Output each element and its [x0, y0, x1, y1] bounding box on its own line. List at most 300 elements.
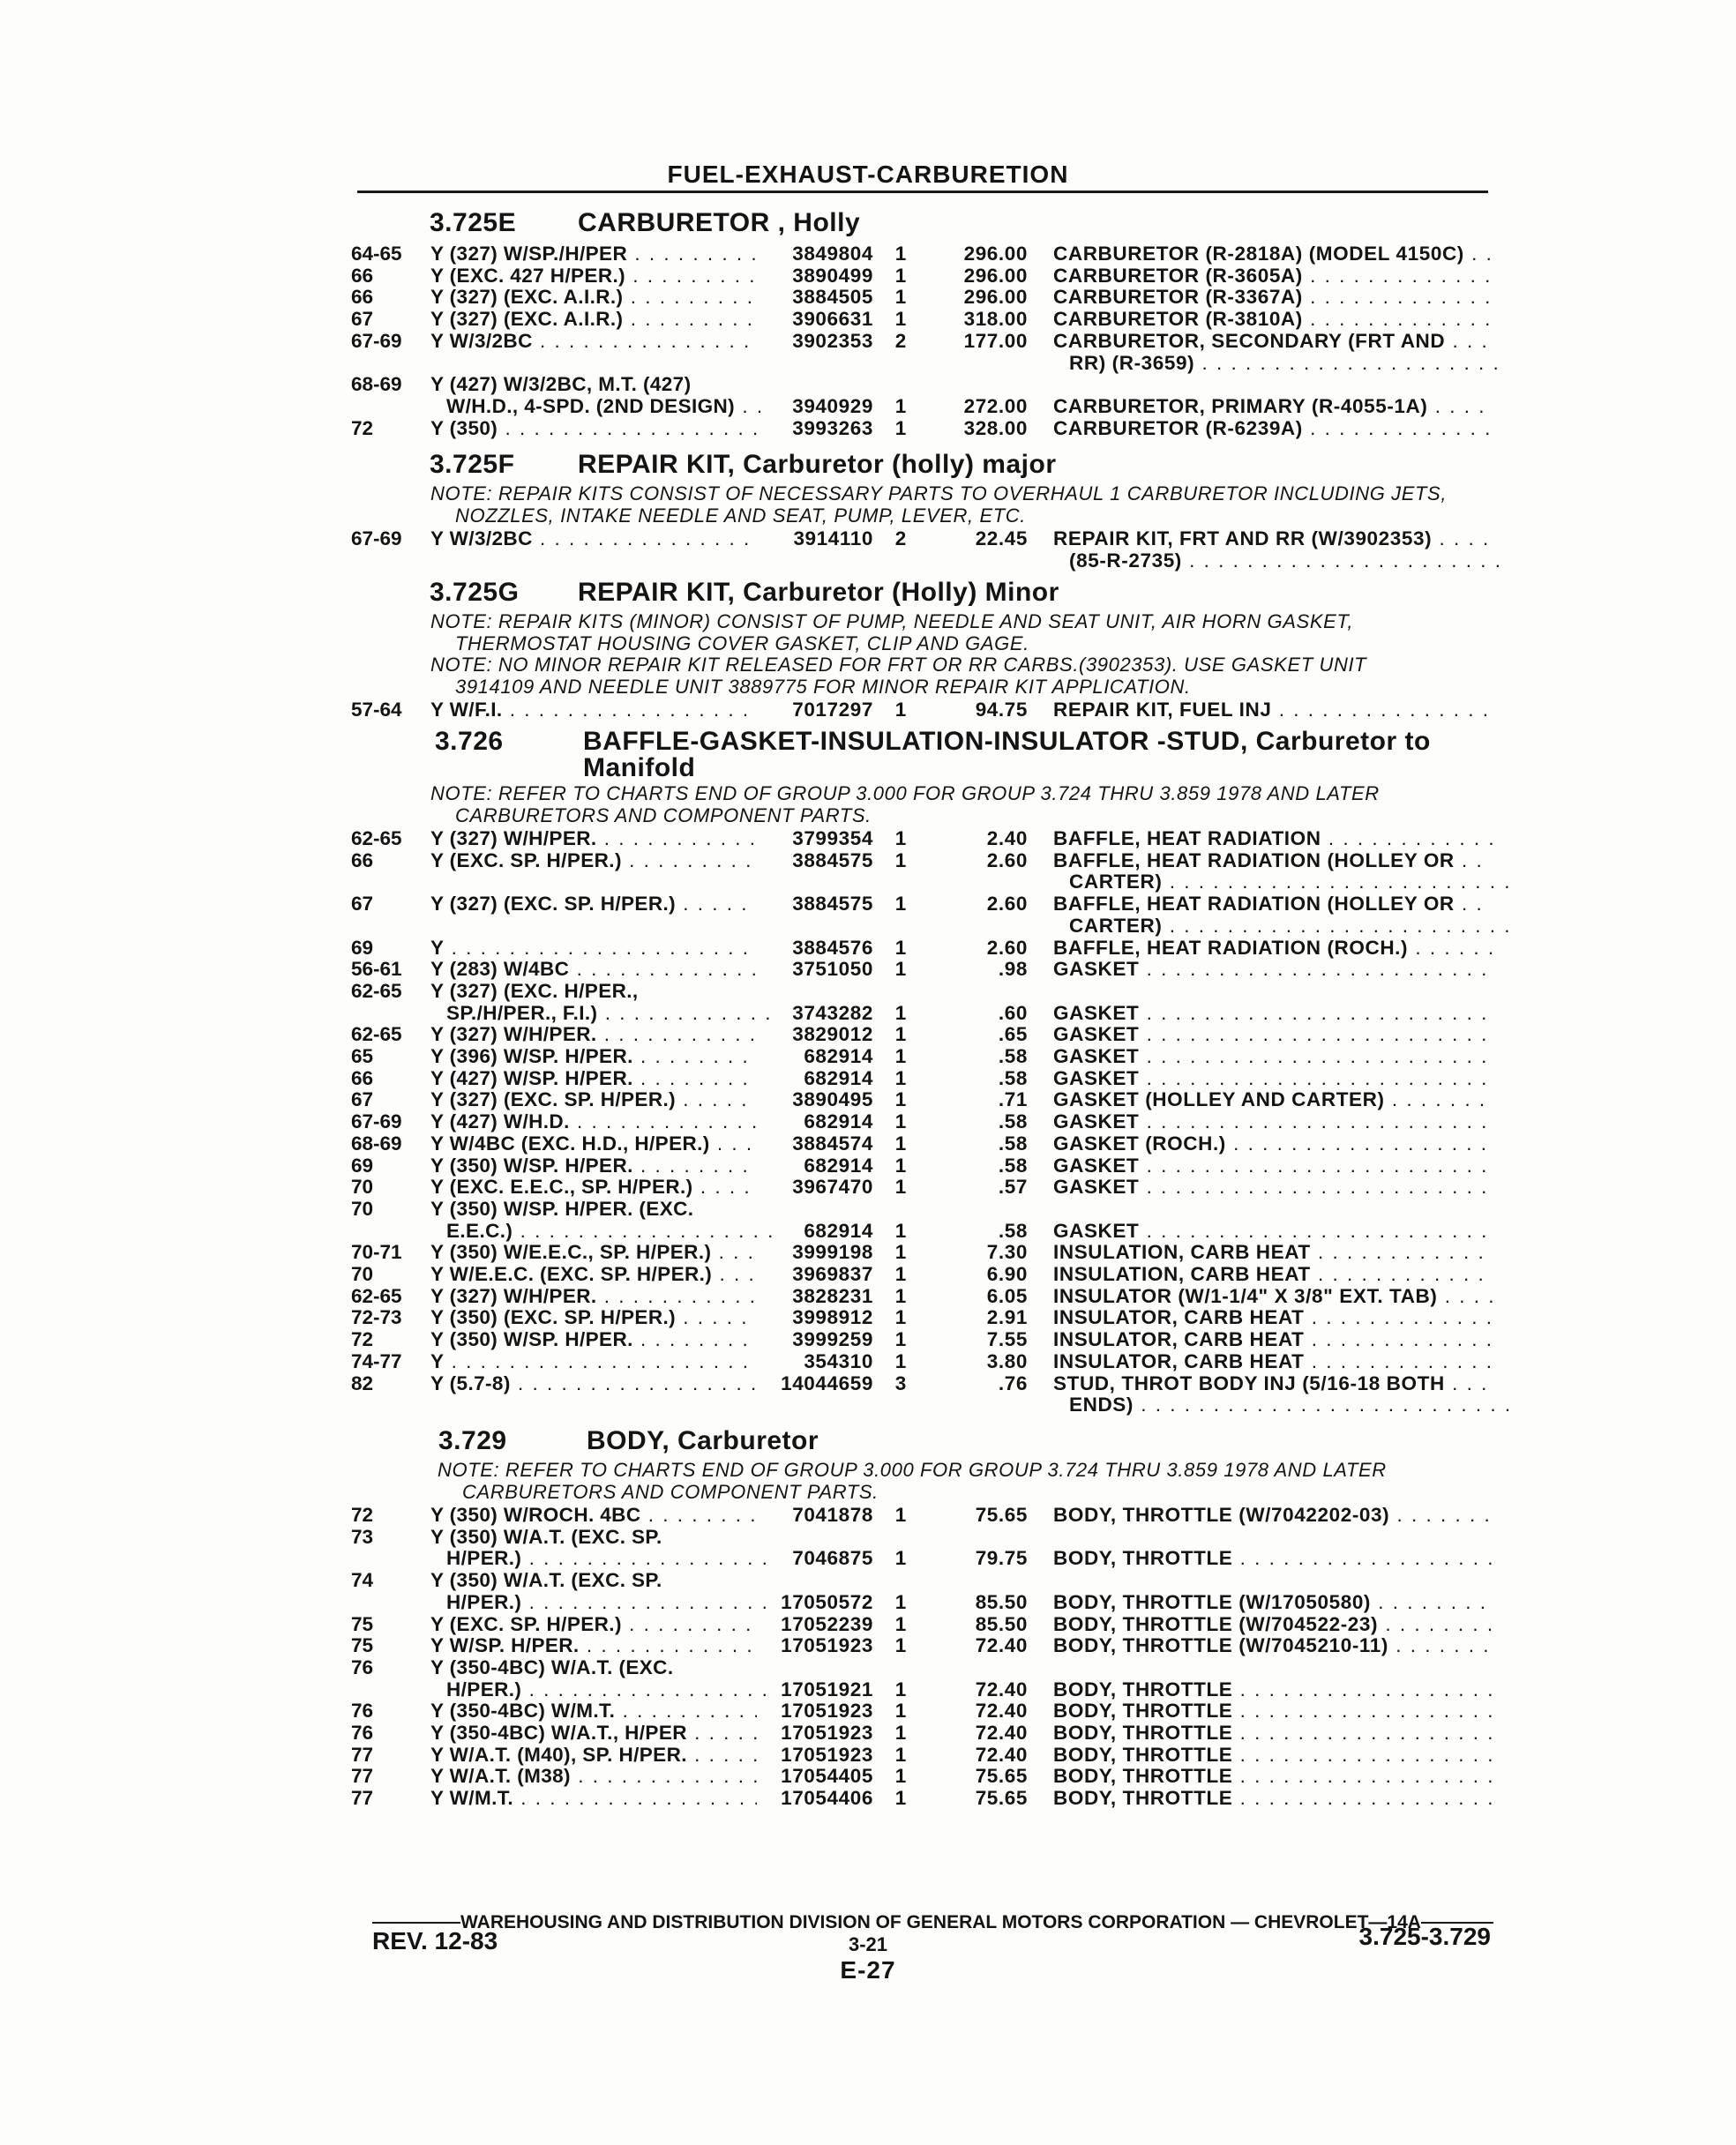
description: GASKET . . . — [1053, 1023, 1493, 1045]
price: 7.30 — [986, 1241, 1028, 1264]
description: INSULATOR, CARB HEAT . . . — [1053, 1328, 1493, 1350]
application: Y (327) (EXC. SP. H/PER.) . . . — [430, 1088, 757, 1110]
table-row — [0, 549, 1736, 572]
application: Y (EXC. SP. H/PER.) . . . — [430, 1613, 757, 1635]
application: Y (427) W/H.D. . . . — [430, 1110, 757, 1132]
quantity: 1 — [894, 416, 907, 439]
application: Y (350) W/A.T. (EXC. SP. — [430, 1525, 662, 1548]
description: BODY, THROTTLE (W/17050580) . . . — [1053, 1591, 1493, 1613]
model-years: 66 — [351, 848, 374, 871]
application: Y W/SP. H/PER. . . . — [430, 1634, 757, 1656]
section-note — [438, 1460, 1387, 1503]
price: 72.40 — [975, 1722, 1028, 1744]
model-years: 64-65 — [351, 243, 402, 265]
price: .60 — [998, 1001, 1028, 1024]
section-name: REPAIR KIT, Carburetor (holly) major — [578, 450, 1057, 479]
price: .98 — [998, 958, 1028, 981]
quantity: 1 — [894, 1349, 907, 1372]
part-number: 3999259 — [792, 1328, 873, 1351]
footer-division-line — [372, 1912, 1493, 1933]
application: Y (327) (EXC. H/PER., — [430, 979, 639, 1002]
application: Y (350-4BC) W/M.T. . . . — [430, 1700, 757, 1722]
application: Y (427) W/3/2BC, M.T. (427) — [430, 373, 692, 396]
application: Y (5.7-8) . . . — [430, 1372, 757, 1394]
price: 2.60 — [986, 893, 1028, 916]
table-row — [0, 871, 1736, 893]
price: .58 — [998, 1219, 1028, 1242]
part-number: 3914110 — [793, 527, 873, 549]
model-years: 67 — [351, 893, 374, 916]
table-row — [0, 330, 1736, 352]
part-number: 3751050 — [792, 958, 873, 981]
price: 3.80 — [986, 1349, 1028, 1372]
application: Y (327) W/H/PER. . . . — [430, 1023, 757, 1045]
footer-rule-left — [372, 1922, 460, 1924]
quantity: 1 — [894, 1176, 907, 1199]
application: Y (350) W/A.T. (EXC. SP. — [430, 1569, 662, 1592]
description: CARBURETOR (R-3605A) . . . — [1053, 265, 1493, 287]
part-number: 682914 — [804, 1045, 873, 1067]
section-name: BAFFLE-GASKET-INSULATION-INSULATOR -STUD, Carburetor to — [583, 727, 1431, 756]
table-row — [0, 286, 1736, 308]
price: 94.75 — [975, 699, 1028, 721]
section-note — [430, 654, 1366, 698]
table-row — [0, 1591, 1736, 1613]
price: .58 — [998, 1132, 1028, 1155]
description: INSULATION, CARB HEAT . . . — [1053, 1263, 1493, 1285]
part-number: 17052239 — [781, 1612, 873, 1635]
part-number: 3884574 — [792, 1132, 873, 1155]
description: GASKET . . . — [1053, 958, 1493, 980]
part-number: 3828231 — [792, 1284, 873, 1307]
part-number: 17050572 — [781, 1590, 873, 1613]
table-row — [0, 1504, 1736, 1526]
application: W/H.D., 4-SPD. (2ND DESIGN) . . . — [430, 395, 773, 417]
part-number: 3969837 — [792, 1263, 873, 1285]
price: 7.55 — [986, 1328, 1028, 1351]
section-title — [430, 578, 1059, 608]
description: BODY, THROTTLE . . . — [1053, 1787, 1493, 1809]
header-rule — [357, 191, 1488, 193]
quantity: 1 — [894, 1263, 907, 1285]
section-number: 3.725G — [430, 578, 520, 607]
table-row — [0, 1787, 1736, 1809]
table-row — [0, 1700, 1736, 1722]
application: Y (EXC. E.E.C., SP. H/PER.) . . . — [430, 1176, 757, 1198]
note-line: NOTE: NO MINOR REPAIR KIT RELEASED FOR FRT OR RR CARBS.(3902353). USE GASKET UNIT — [430, 654, 1367, 676]
description: GASKET (ROCH.) . . . — [1053, 1132, 1493, 1155]
description: GASKET . . . — [1053, 1176, 1493, 1198]
table-row — [0, 1110, 1736, 1132]
model-years: 66 — [351, 264, 374, 287]
table-row — [0, 1613, 1736, 1635]
application: Y (EXC. 427 H/PER.) . . . — [430, 265, 757, 287]
note-line: NOTE: REFER TO CHARTS END OF GROUP 3.000 FOR GROUP 3.724 THRU 3.859 1978 AND LATER — [430, 782, 1380, 804]
model-years: 75 — [351, 1612, 374, 1635]
footer-division-text: WAREHOUSING AND DISTRIBUTION DIVISION OF GENERAL MOTORS CORPORATION — CHEVROLET—14A — [460, 1912, 1421, 1932]
description: GASKET (HOLLEY AND CARTER) . . . — [1053, 1088, 1493, 1110]
price: 6.05 — [986, 1284, 1028, 1307]
description: BODY, THROTTLE (W/704522-23) . . . — [1053, 1613, 1493, 1635]
price: 72.40 — [975, 1634, 1028, 1657]
application: Y (327) W/SP./H/PER . . . — [430, 243, 757, 265]
table-row — [0, 699, 1736, 721]
table-row — [0, 1306, 1736, 1328]
application: Y W/3/2BC . . . — [430, 330, 757, 352]
description: CARTER) . . . — [1053, 915, 1508, 937]
quantity: 1 — [894, 1504, 907, 1526]
application: Y (327) (EXC. A.I.R.) . . . — [430, 308, 757, 330]
price: 318.00 — [963, 308, 1028, 331]
quantity: 1 — [894, 936, 907, 959]
application: Y (427) W/SP. H/PER. . . . — [430, 1067, 757, 1089]
quantity: 1 — [894, 1612, 907, 1635]
description: CARTER) . . . — [1053, 871, 1508, 893]
quantity: 1 — [894, 893, 907, 916]
price: 79.75 — [975, 1547, 1028, 1570]
description: INSULATOR, CARB HEAT . . . — [1053, 1306, 1493, 1328]
table-row — [0, 1328, 1736, 1350]
application: Y W/A.T. (M40), SP. H/PER. . . . — [430, 1744, 757, 1766]
description: BAFFLE, HEAT RADIATION (HOLLEY OR . . . — [1053, 849, 1493, 871]
quantity: 1 — [894, 1219, 907, 1242]
price: 75.65 — [975, 1765, 1028, 1788]
description: INSULATOR, CARB HEAT . . . — [1053, 1350, 1493, 1372]
table-row — [0, 308, 1736, 330]
description: BAFFLE, HEAT RADIATION (HOLLEY OR . . . — [1053, 893, 1493, 915]
price: 85.50 — [975, 1612, 1028, 1635]
description: BODY, THROTTLE . . . — [1053, 1765, 1493, 1787]
table-row — [0, 1023, 1736, 1045]
section-number: 3.729 — [438, 1426, 507, 1455]
quantity: 1 — [894, 394, 907, 417]
quantity: 1 — [894, 1001, 907, 1024]
price: 2.91 — [986, 1306, 1028, 1329]
application: H/PER.) . . . — [430, 1678, 773, 1700]
application: SP./H/PER., F.I.) . . . — [430, 1002, 773, 1024]
page-number: 3-21 — [848, 1933, 888, 1955]
model-years: 73 — [351, 1525, 374, 1548]
table-row — [0, 1263, 1736, 1285]
model-years: 76 — [351, 1700, 374, 1723]
part-number: 3890499 — [792, 264, 873, 287]
description: BODY, THROTTLE . . . — [1053, 1700, 1493, 1722]
application: Y (350) . . . — [430, 417, 757, 439]
table-row — [0, 1678, 1736, 1700]
part-number: 17051923 — [781, 1700, 873, 1723]
part-number: 17054405 — [781, 1765, 873, 1788]
quantity: 1 — [894, 1284, 907, 1307]
description: BAFFLE, HEAT RADIATION . . . — [1053, 827, 1493, 849]
description: BODY, THROTTLE . . . — [1053, 1722, 1493, 1744]
application: Y (350) (EXC. SP. H/PER.) . . . — [430, 1306, 757, 1328]
model-years: 68-69 — [351, 373, 402, 396]
section-number: 3.726 — [435, 727, 504, 756]
quantity: 1 — [894, 1787, 907, 1810]
price: 296.00 — [963, 264, 1028, 287]
application: Y (283) W/4BC . . . — [430, 958, 757, 980]
section-title — [438, 1426, 819, 1456]
application: H/PER.) . . . — [430, 1591, 773, 1613]
price: .65 — [998, 1023, 1028, 1046]
application: Y W/A.T. (M38) . . . — [430, 1765, 757, 1787]
quantity: 3 — [894, 1371, 907, 1394]
description: CARBURETOR (R-3810A) . . . — [1053, 308, 1493, 330]
note-line: NOZZLES, INTAKE NEEDLE AND SEAT, PUMP, LEVER, ETC. — [455, 504, 1026, 527]
part-number: 3902353 — [792, 329, 873, 352]
description: STUD, THROT BODY INJ (5/16-18 BOTH . . . — [1053, 1372, 1493, 1394]
table-row — [0, 849, 1736, 871]
revision-label: REV. 12-83 — [372, 1927, 498, 1954]
model-years: 68-69 — [351, 1132, 402, 1155]
part-number: 3998912 — [792, 1306, 873, 1329]
application: Y W/E.E.C. (EXC. SP. H/PER.) . . . — [430, 1263, 757, 1285]
quantity: 1 — [894, 848, 907, 871]
price: .76 — [998, 1371, 1028, 1394]
note-line: THERMOSTAT HOUSING COVER GASKET, CLIP AND GAGE. — [455, 632, 1029, 654]
application: Y W/4BC (EXC. H.D., H/PER.) . . . — [430, 1132, 757, 1155]
application: Y W/F.I. . . . — [430, 699, 757, 721]
price: 272.00 — [963, 394, 1028, 417]
price: .58 — [998, 1154, 1028, 1177]
price: 296.00 — [963, 243, 1028, 265]
price: 328.00 — [963, 416, 1028, 439]
quantity: 1 — [894, 1088, 907, 1111]
price: 85.50 — [975, 1590, 1028, 1613]
application: Y (350-4BC) W/A.T., H/PER . . . — [430, 1722, 757, 1744]
section-note — [430, 611, 1353, 654]
part-number: 3967470 — [792, 1176, 873, 1199]
section-title — [430, 208, 860, 238]
table-row — [0, 1241, 1736, 1263]
table-row — [0, 1285, 1736, 1307]
section-note — [430, 483, 1447, 527]
part-number: 3906631 — [792, 308, 873, 331]
quantity: 2 — [894, 329, 907, 352]
quantity: 1 — [894, 1634, 907, 1657]
price: 22.45 — [975, 527, 1028, 549]
description: INSULATOR (W/1-1/4" X 3/8" EXT. TAB) . . . — [1053, 1285, 1493, 1307]
quantity: 1 — [894, 1722, 907, 1744]
model-years: 82 — [351, 1371, 374, 1394]
part-number: 3829012 — [792, 1023, 873, 1046]
description: ENDS) . . . — [1053, 1394, 1508, 1416]
application: Y W/3/2BC . . . — [430, 527, 757, 549]
application: Y (350) W/E.E.C., SP. H/PER.) . . . — [430, 1241, 757, 1263]
price: .58 — [998, 1066, 1028, 1089]
note-line: CARBURETORS AND COMPONENT PARTS. — [455, 803, 872, 826]
table-row — [0, 1002, 1736, 1024]
table-row — [0, 1569, 1736, 1591]
part-number: 7046875 — [792, 1547, 873, 1570]
model-years: 70 — [351, 1263, 374, 1285]
section-name: BODY, Carburetor — [587, 1426, 819, 1455]
application: Y (350) W/SP. H/PER. . . . — [430, 1328, 757, 1350]
application: Y (327) (EXC. A.I.R.) . . . — [430, 286, 757, 308]
part-number: 3993263 — [792, 416, 873, 439]
model-years: 72 — [351, 1328, 374, 1351]
quantity: 1 — [894, 1765, 907, 1788]
page-header-title: FUEL-EXHAUST-CARBURETION — [667, 161, 1069, 188]
description: RR) (R-3659) . . . — [1053, 352, 1508, 374]
model-years: 72 — [351, 1504, 374, 1526]
quantity: 1 — [894, 1241, 907, 1264]
price: 2.60 — [986, 936, 1028, 959]
part-number: 3884575 — [792, 893, 873, 916]
note-line: 3914109 AND NEEDLE UNIT 3889775 FOR MINOR REPAIR KIT APPLICATION. — [455, 675, 1191, 698]
model-years: 62-65 — [351, 1023, 402, 1046]
table-row — [0, 1765, 1736, 1787]
model-years: 77 — [351, 1787, 374, 1810]
description: REPAIR KIT, FUEL INJ . . . — [1053, 699, 1493, 721]
table-row — [0, 395, 1736, 417]
description: GASKET . . . — [1053, 1220, 1493, 1242]
quantity: 1 — [894, 1045, 907, 1067]
model-years: 56-61 — [351, 958, 402, 981]
part-number: 354310 — [804, 1349, 873, 1372]
quantity: 1 — [894, 286, 907, 309]
price: 177.00 — [963, 329, 1028, 352]
model-years: 67-69 — [351, 1110, 402, 1133]
application: E.E.C.) . . . — [430, 1220, 773, 1242]
model-years: 77 — [351, 1743, 374, 1766]
table-row — [0, 243, 1736, 265]
part-number: 3743282 — [792, 1001, 873, 1024]
model-years: 57-64 — [351, 699, 402, 721]
part-number: 3890495 — [792, 1088, 873, 1111]
section-title — [430, 450, 1057, 480]
part-number: 3884505 — [792, 286, 873, 309]
description: BODY, THROTTLE . . . — [1053, 1744, 1493, 1766]
description: BODY, THROTTLE . . . — [1053, 1547, 1493, 1569]
quantity: 1 — [894, 1023, 907, 1046]
section-title — [435, 727, 1431, 782]
part-number: 17051923 — [781, 1634, 873, 1657]
model-years: 67 — [351, 308, 374, 331]
section-name: REPAIR KIT, Carburetor (Holly) Minor — [578, 578, 1059, 607]
model-years: 70 — [351, 1197, 374, 1220]
part-number: 3799354 — [792, 827, 873, 849]
price: 75.65 — [975, 1504, 1028, 1526]
price: 72.40 — [975, 1678, 1028, 1700]
description: CARBURETOR (R-2818A) (MODEL 4150C) . . . — [1053, 243, 1493, 265]
table-row — [0, 1722, 1736, 1744]
note-line: CARBURETORS AND COMPONENT PARTS. — [462, 1480, 879, 1503]
quantity: 1 — [894, 827, 907, 849]
table-row — [0, 1526, 1736, 1548]
model-years: 75 — [351, 1634, 374, 1657]
table-row — [0, 1350, 1736, 1372]
application: Y (350) W/SP. H/PER. (EXC. — [430, 1197, 694, 1220]
description: GASKET . . . — [1053, 1045, 1493, 1067]
description: GASKET . . . — [1053, 1067, 1493, 1089]
quantity: 1 — [894, 1328, 907, 1351]
part-number: 17051923 — [781, 1722, 873, 1744]
part-number: 682914 — [804, 1066, 873, 1089]
table-row — [0, 1744, 1736, 1766]
table-row — [0, 1067, 1736, 1089]
price: .71 — [998, 1088, 1028, 1111]
quantity: 1 — [894, 1066, 907, 1089]
quantity: 1 — [894, 699, 907, 721]
price: 72.40 — [975, 1743, 1028, 1766]
application: Y W/M.T. . . . — [430, 1787, 757, 1809]
part-number: 7041878 — [792, 1504, 873, 1526]
table-row — [0, 1220, 1736, 1242]
description: BODY, THROTTLE (W/7045210-11) . . . — [1053, 1634, 1493, 1656]
application: Y . . . — [430, 1350, 757, 1372]
table-row — [0, 527, 1736, 549]
table-row — [0, 827, 1736, 849]
model-years: 70 — [351, 1176, 374, 1199]
section-number: 3.725E — [430, 208, 517, 237]
table-row — [0, 1045, 1736, 1067]
quantity: 1 — [894, 308, 907, 331]
description: (85-R-2735) . . . — [1053, 549, 1508, 572]
part-number: 3884575 — [792, 848, 873, 871]
table-row — [0, 417, 1736, 439]
price: 6.90 — [986, 1263, 1028, 1285]
quantity: 1 — [894, 264, 907, 287]
price: 296.00 — [963, 286, 1028, 309]
application: Y (350-4BC) W/A.T. (EXC. — [430, 1655, 674, 1678]
description: INSULATION, CARB HEAT . . . — [1053, 1241, 1493, 1263]
description: BODY, THROTTLE (W/7042202-03) . . . — [1053, 1504, 1493, 1526]
price: .57 — [998, 1176, 1028, 1199]
description: CARBURETOR, PRIMARY (R-4055-1A) . . . — [1053, 395, 1493, 417]
price: 72.40 — [975, 1700, 1028, 1723]
quantity: 1 — [894, 1110, 907, 1133]
quantity: 1 — [894, 243, 907, 265]
application: Y . . . — [430, 937, 757, 959]
model-years: 67-69 — [351, 527, 402, 549]
section-number: 3.725F — [430, 450, 515, 479]
application: Y (327) W/H/PER. . . . — [430, 1285, 757, 1307]
quantity: 1 — [894, 1678, 907, 1700]
table-row — [0, 915, 1736, 937]
model-years: 67 — [351, 1088, 374, 1111]
model-years: 69 — [351, 1154, 374, 1177]
price: 2.60 — [986, 848, 1028, 871]
model-years: 74 — [351, 1569, 374, 1592]
price: 2.40 — [986, 827, 1028, 849]
model-years: 62-65 — [351, 1284, 402, 1307]
model-years: 74-77 — [351, 1349, 402, 1372]
model-years: 76 — [351, 1655, 374, 1678]
note-line: NOTE: REPAIR KITS CONSIST OF NECESSARY PARTS TO OVERHAUL 1 CARBURETOR INCLUDING JETS, — [430, 482, 1448, 504]
quantity: 1 — [894, 1306, 907, 1329]
model-years: 67-69 — [351, 329, 402, 352]
table-row — [0, 958, 1736, 980]
part-number: 682914 — [804, 1110, 873, 1133]
quantity: 2 — [894, 527, 907, 549]
application: Y (327) (EXC. SP. H/PER.) . . . — [430, 893, 757, 915]
application: Y (396) W/SP. H/PER. . . . — [430, 1045, 757, 1067]
note-line: NOTE: REPAIR KITS (MINOR) CONSIST OF PUMP, NEEDLE AND SEAT UNIT, AIR HORN GASKET, — [430, 610, 1354, 632]
table-row — [0, 937, 1736, 959]
model-years: 76 — [351, 1722, 374, 1744]
model-years: 66 — [351, 286, 374, 309]
model-years: 65 — [351, 1045, 374, 1067]
quantity: 1 — [894, 1590, 907, 1613]
model-years: 72 — [351, 416, 374, 439]
part-number: 3849804 — [792, 243, 873, 265]
description: GASKET . . . — [1053, 1155, 1493, 1177]
section-note — [430, 783, 1380, 826]
table-row — [0, 1198, 1736, 1220]
part-number: 7017297 — [792, 699, 873, 721]
description: CARBURETOR, SECONDARY (FRT AND . . . — [1053, 330, 1493, 352]
